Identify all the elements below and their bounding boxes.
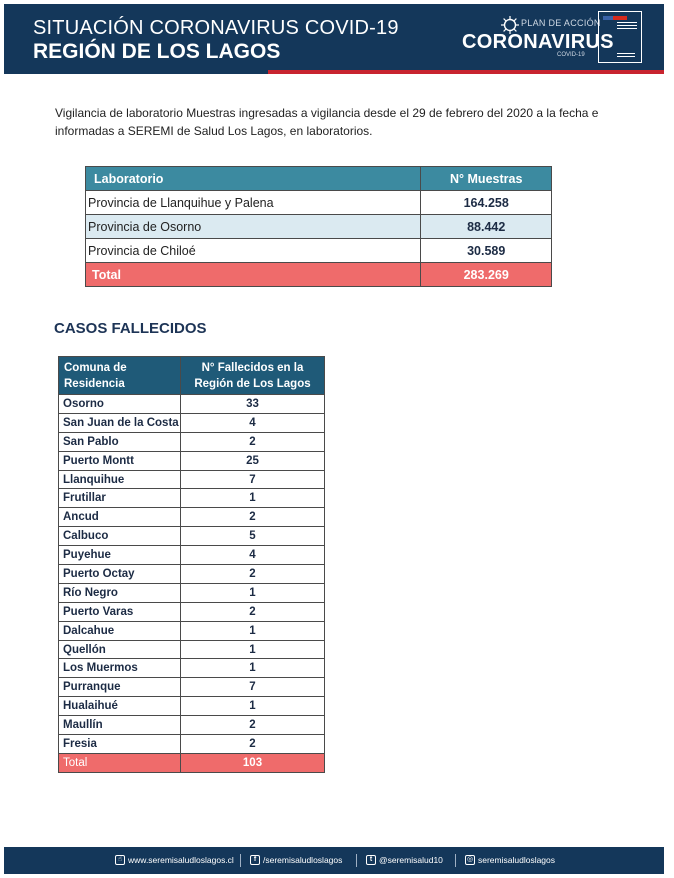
total-label: Total xyxy=(59,753,181,772)
table-row xyxy=(59,451,325,470)
total-value: 283.269 xyxy=(421,263,552,287)
comuna-name: Río Negro xyxy=(59,583,181,602)
fallecidos-count: 2 xyxy=(181,565,325,584)
footer-twitter[interactable] xyxy=(366,855,443,865)
table-row xyxy=(59,602,325,621)
plan-label: PLAN DE ACCIÓN xyxy=(521,18,601,28)
comuna-name: Calbuco xyxy=(59,527,181,546)
header-title-line1: SITUACIÓN CORONAVIRUS COVID-19 xyxy=(33,17,399,39)
table-row xyxy=(59,716,325,735)
fallecidos-count: 2 xyxy=(181,508,325,527)
intro-paragraph: Vigilancia de laboratorio Muestras ingresadas a vigilancia desde el 29 de febrero del 2020 a la fecha e informadas a SEREMI de Salud Los Lagos, en laboratorios. xyxy=(55,106,599,138)
comuna-name: Puerto Octay xyxy=(59,565,181,584)
footer-facebook[interactable] xyxy=(250,855,342,865)
fallecidos-count: 1 xyxy=(181,659,325,678)
fallecidos-count: 2 xyxy=(181,716,325,735)
fallecidos-count: 2 xyxy=(181,602,325,621)
fallecidos-count: 7 xyxy=(181,678,325,697)
table-row xyxy=(59,508,325,527)
footer-divider xyxy=(356,854,357,867)
header-stripe xyxy=(4,70,664,74)
comuna-name: San Juan de la Costa xyxy=(59,413,181,432)
footer-twitter-text[interactable]: @seremisalud10 xyxy=(379,855,443,865)
fallecidos-count: 7 xyxy=(181,470,325,489)
table-row xyxy=(59,432,325,451)
comuna-name: Puerto Montt xyxy=(59,451,181,470)
table-row xyxy=(59,583,325,602)
web-icon: ☝ xyxy=(115,855,125,865)
comuna-name: Hualaihué xyxy=(59,697,181,716)
fallecidos-count: 1 xyxy=(181,640,325,659)
total-row xyxy=(59,753,325,772)
table-row xyxy=(86,215,552,239)
comuna-name: Los Muermos xyxy=(59,659,181,678)
table-row xyxy=(59,735,325,754)
table-header-row xyxy=(59,357,325,395)
comuna-name: Dalcahue xyxy=(59,621,181,640)
fallecidos-count: 2 xyxy=(181,735,325,754)
table-row xyxy=(59,470,325,489)
table-row xyxy=(59,395,325,414)
footer-website[interactable] xyxy=(115,855,234,865)
fallecidos-count: 25 xyxy=(181,451,325,470)
table-row xyxy=(86,239,552,263)
total-row xyxy=(86,263,552,287)
header-title-line2: REGIÓN DE LOS LAGOS xyxy=(33,40,281,63)
table-row xyxy=(59,678,325,697)
deaths-table xyxy=(58,356,325,773)
fallecidos-count: 1 xyxy=(181,697,325,716)
table-row xyxy=(59,413,325,432)
comuna-name: Maullín xyxy=(59,716,181,735)
twitter-icon: t xyxy=(366,855,376,865)
covid-label: COVID-19 xyxy=(557,52,585,58)
comuna-name: San Pablo xyxy=(59,432,181,451)
column-header-comuna: Comuna de Residencia xyxy=(59,357,181,395)
lab-name: Provincia de Osorno xyxy=(86,215,421,239)
footer-divider xyxy=(455,854,456,867)
lab-samples-table xyxy=(85,166,552,287)
coronavirus-logo-text: CORONAVIRUS xyxy=(462,31,614,53)
fallecidos-count: 1 xyxy=(181,583,325,602)
facebook-icon: f xyxy=(250,855,260,865)
comuna-name: Puerto Varas xyxy=(59,602,181,621)
fallecidos-count: 4 xyxy=(181,546,325,565)
total-value: 103 xyxy=(181,753,325,772)
government-logo xyxy=(598,11,642,63)
lab-value: 30.589 xyxy=(421,239,552,263)
comuna-name: Ancud xyxy=(59,508,181,527)
footer-bar xyxy=(4,847,664,874)
comuna-name: Quellón xyxy=(59,640,181,659)
deaths-table-body xyxy=(59,395,325,773)
header-banner xyxy=(4,4,664,74)
lab-value: 164.258 xyxy=(421,191,552,215)
fallecidos-count: 1 xyxy=(181,621,325,640)
fallecidos-count: 33 xyxy=(181,395,325,414)
column-header-muestras: N° Muestras xyxy=(421,167,552,191)
table-row xyxy=(59,565,325,584)
table-row xyxy=(59,640,325,659)
instagram-icon: ◎ xyxy=(466,856,474,863)
lab-name: Provincia de Llanquihue y Palena xyxy=(86,191,421,215)
section-title-fallecidos: CASOS FALLECIDOS xyxy=(54,320,207,337)
lab-value: 88.442 xyxy=(421,215,552,239)
footer-instagram[interactable] xyxy=(465,855,555,865)
table-row xyxy=(59,697,325,716)
comuna-name: Frutillar xyxy=(59,489,181,508)
fallecidos-count: 1 xyxy=(181,489,325,508)
fallecidos-count: 4 xyxy=(181,413,325,432)
column-header-fallecidos: N° Fallecidos en la Región de Los Lagos xyxy=(181,357,325,395)
table-row xyxy=(59,489,325,508)
comuna-name: Llanquihue xyxy=(59,470,181,489)
table-row xyxy=(59,546,325,565)
fallecidos-count: 2 xyxy=(181,432,325,451)
total-label: Total xyxy=(86,263,421,287)
footer-website-text[interactable]: www.seremisaludloslagos.cl xyxy=(128,855,234,865)
column-header-laboratorio: Laboratorio xyxy=(86,167,421,191)
footer-divider xyxy=(240,854,241,867)
comuna-name: Purranque xyxy=(59,678,181,697)
comuna-name: Puyehue xyxy=(59,546,181,565)
comuna-name: Osorno xyxy=(59,395,181,414)
table-row xyxy=(86,191,552,215)
table-header-row xyxy=(86,167,552,191)
lab-name: Provincia de Chiloé xyxy=(86,239,421,263)
footer-facebook-text[interactable]: /seremisaludloslagos xyxy=(263,855,343,865)
comuna-name: Fresia xyxy=(59,735,181,754)
table-row xyxy=(59,527,325,546)
table-row xyxy=(59,659,325,678)
fallecidos-count: 5 xyxy=(181,527,325,546)
table-row xyxy=(59,621,325,640)
footer-instagram-text[interactable]: seremisaludloslagos xyxy=(478,855,556,865)
